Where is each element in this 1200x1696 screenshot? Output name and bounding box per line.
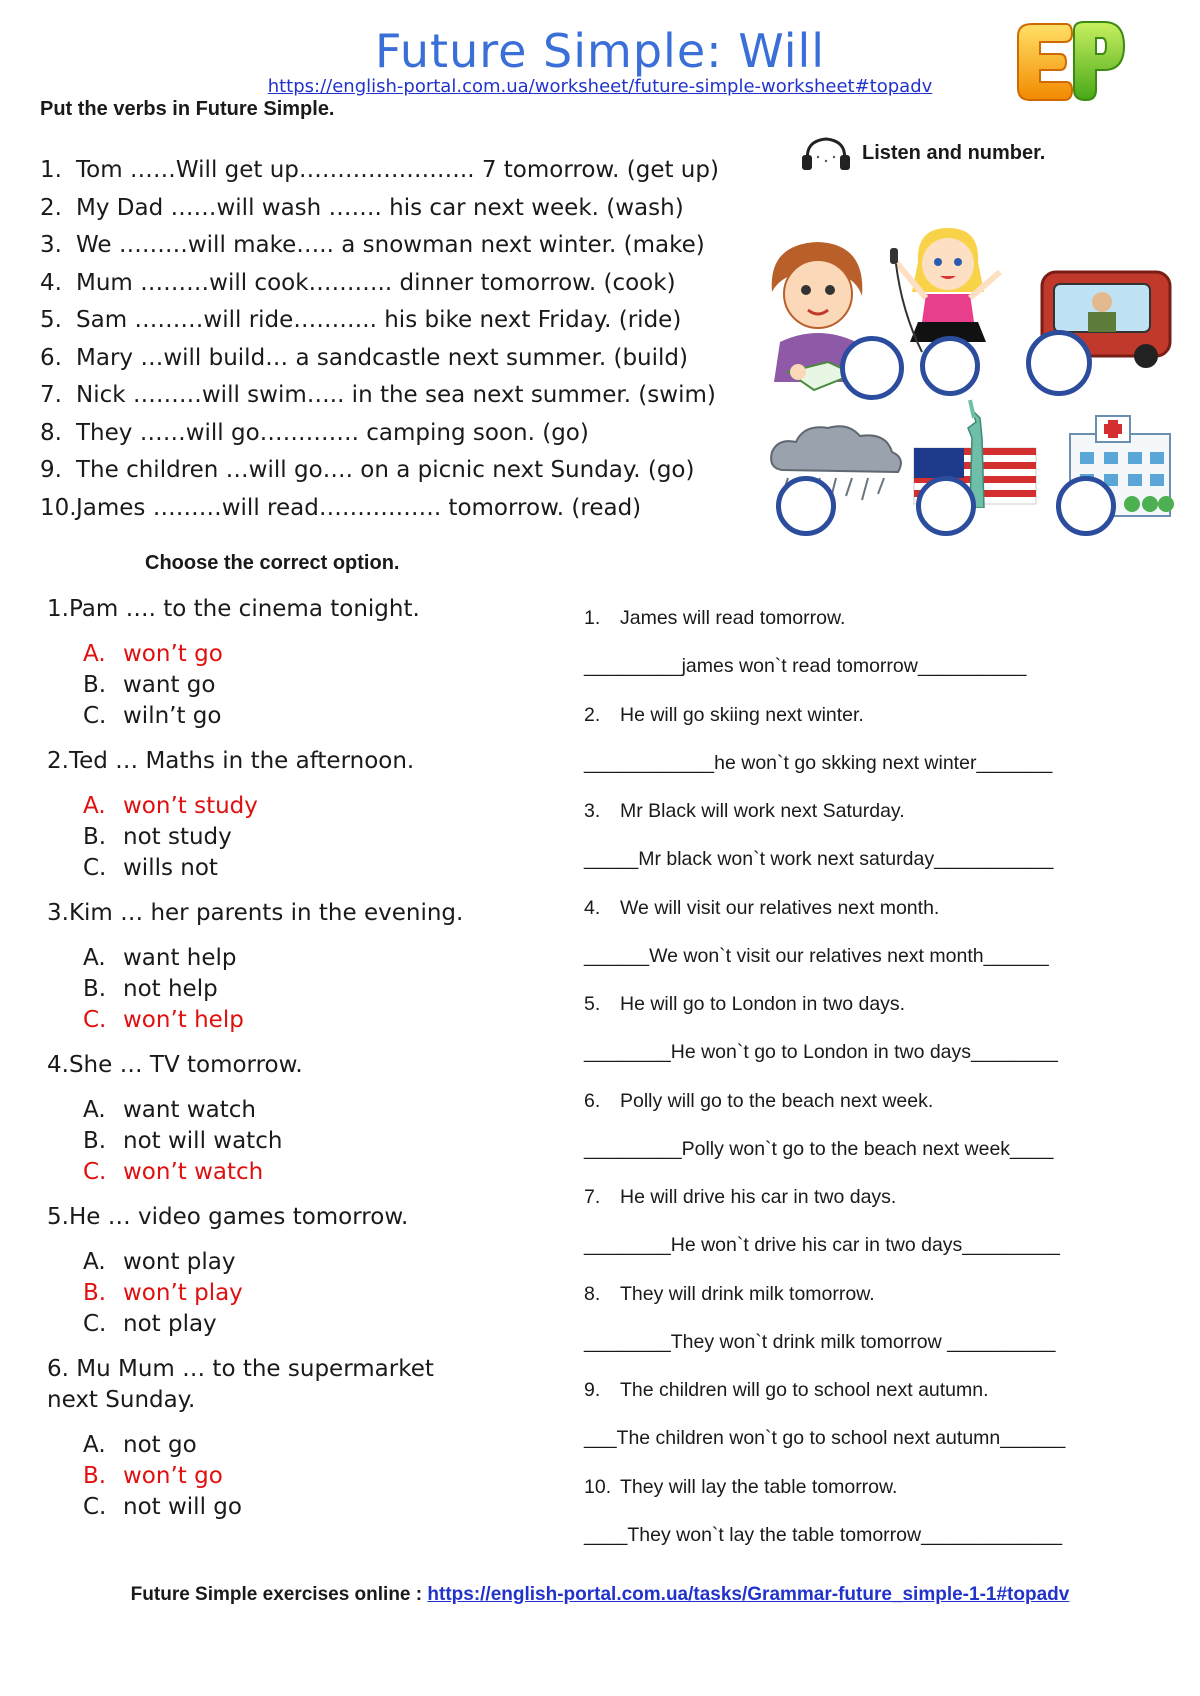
ep-logo [1010, 16, 1130, 108]
answer-line[interactable]: ______We won`t visit our relatives next month______ [584, 944, 1049, 967]
list-item: 8. They ……will go…………. camping soon. (go) [40, 419, 589, 446]
options-list [47, 1247, 517, 1340]
listen-section-header [800, 135, 1045, 171]
answer-line[interactable]: ___The children won`t go to school next autumn______ [584, 1427, 1066, 1449]
options-list [47, 791, 517, 884]
footer-exercises-link[interactable]: https://english-portal.com.ua/tasks/Grammar-future_simple-1-1#topadv [427, 1584, 1070, 1605]
option[interactable]: C. not will go [83, 1494, 242, 1520]
answer-line[interactable]: _________Polly won`t go to the beach next week____ [584, 1137, 1054, 1160]
listen-heading: Listen and number. [862, 141, 1046, 164]
answer-line[interactable]: ________He won`t drive his car in two days_________ [584, 1234, 1060, 1256]
option[interactable]: B. not study [83, 824, 232, 850]
answer-circle[interactable] [1026, 330, 1092, 396]
option[interactable]: B. won’t play [83, 1280, 243, 1306]
list-item: 1. Tom ……Will get up………………….. 7 tomorrow. (get up) [40, 157, 719, 183]
option[interactable]: A. want watch [83, 1097, 256, 1123]
option[interactable]: A. won’t study [83, 793, 258, 819]
list-item: 7. Nick ………will swim….. in the sea next summer. (swim) [40, 382, 716, 408]
option[interactable]: B. won’t go [83, 1463, 223, 1489]
question-text: 4.She … TV tomorrow. [47, 1052, 303, 1078]
option[interactable]: A. won’t go [83, 641, 223, 667]
answer-line[interactable]: _____Mr black won`t work next saturday___________ [584, 848, 1054, 870]
list-item: 5. He will go to London in two days. ________He won`t go to London in two days________ [584, 990, 1144, 1087]
list-item: 9. The children …will go…. on a picnic next Sunday. (go) [40, 457, 695, 483]
question-text: 6. Mu Mum … to the supermarket next Sunday. [47, 1356, 434, 1413]
answer-circle[interactable] [776, 476, 836, 536]
options-list [47, 1430, 517, 1523]
options-list [47, 1095, 517, 1188]
option[interactable]: A. want help [83, 945, 237, 971]
multiple-choice-section [47, 594, 517, 1524]
list-item: 9. The children will go to school next autumn. ___The children won`t go to school next autumn______ [584, 1376, 1144, 1473]
answer-circle[interactable] [920, 336, 980, 396]
option[interactable]: A. not go [83, 1432, 197, 1458]
list-item: 2. He will go skiing next winter. ____________he won`t go skking next winter_______ [584, 701, 1144, 798]
options-list [47, 639, 517, 732]
option[interactable]: B. not will watch [83, 1128, 283, 1154]
list-item: 1. James will read tomorrow. _________james won`t read tomorrow__________ [584, 604, 1144, 701]
answer-line[interactable]: ________He won`t go to London in two days________ [584, 1041, 1058, 1063]
option[interactable]: C. wills not [83, 855, 218, 881]
list-item: 10.James ………will read……………. tomorrow. (read) [40, 494, 642, 521]
list-item: 7. He will drive his car in two days. ________He won`t drive his car in two days_________ [584, 1183, 1144, 1280]
question-text: 2.Ted … Maths in the afternoon. [47, 748, 415, 774]
answer-line[interactable]: _________james won`t read tomorrow__________ [584, 655, 1027, 677]
answer-circle[interactable] [1056, 476, 1116, 536]
option[interactable]: C. wiln’t go [83, 703, 222, 729]
exercise2-heading: Choose the correct option. [145, 552, 400, 574]
option[interactable]: C. not play [83, 1311, 217, 1337]
list-item: 10. They will lay the table tomorrow. ____They won`t lay the table tomorrow_____________ [584, 1473, 1144, 1570]
list-item: 8. They will drink milk tomorrow. ________They won`t drink milk tomorrow __________ [584, 1280, 1144, 1377]
list-item: 4. We will visit our relatives next month. ______We won`t visit our relatives next month______ [584, 894, 1144, 991]
option[interactable]: B. not help [83, 976, 218, 1002]
answer-line[interactable]: ________They won`t drink milk tomorrow __________ [584, 1330, 1056, 1353]
answer-line[interactable]: ____________he won`t go skking next winter_______ [584, 751, 1053, 774]
question-text: 3.Kim … her parents in the evening. [47, 900, 464, 926]
exercise1-heading: Put the verbs in Future Simple. [40, 98, 335, 120]
list-item: 3. We ………will make….. a snowman next winter. (make) [40, 232, 705, 258]
question-text: 1.Pam …. to the cinema tonight. [47, 596, 420, 622]
list-item: 6. Mary …will build… a sandcastle next summer. (build) [40, 344, 688, 371]
options-list [47, 943, 517, 1036]
answer-line[interactable]: ____They won`t lay the table tomorrow_____________ [584, 1523, 1063, 1546]
list-item: 4. Mum ………will cook……….. dinner tomorrow. (cook) [40, 269, 676, 296]
answer-circle[interactable] [916, 476, 976, 536]
page-title: Future Simple: Will [374, 24, 826, 78]
list-item: 5. Sam ………will ride……….. his bike next Friday. (ride) [40, 307, 682, 333]
option[interactable]: A. wont play [83, 1249, 236, 1275]
worksheet-url-link[interactable]: https://english-portal.com.ua/worksheet/future-simple-worksheet#topadv [267, 76, 933, 97]
option[interactable]: B. want go [83, 672, 216, 698]
option[interactable]: C. won’t watch [83, 1159, 264, 1185]
footer [0, 1584, 1200, 1606]
exercise1-list [40, 152, 720, 527]
question-text: 5.He … video games tomorrow. [47, 1204, 409, 1230]
headphones-icon [800, 135, 852, 171]
option[interactable]: C. won’t help [83, 1007, 244, 1033]
list-item: 3. Mr Black will work next Saturday. _____Mr black won`t work next saturday___________ [584, 797, 1144, 894]
list-item: 6. Polly will go to the beach next week. _________Polly won`t go to the beach next week____ [584, 1087, 1144, 1184]
footer-label: Future Simple exercises online : [130, 1584, 428, 1605]
list-item: 2. My Dad ……will wash ……. his car next week. (wash) [40, 194, 684, 221]
negative-sentences-section [584, 604, 1144, 1569]
